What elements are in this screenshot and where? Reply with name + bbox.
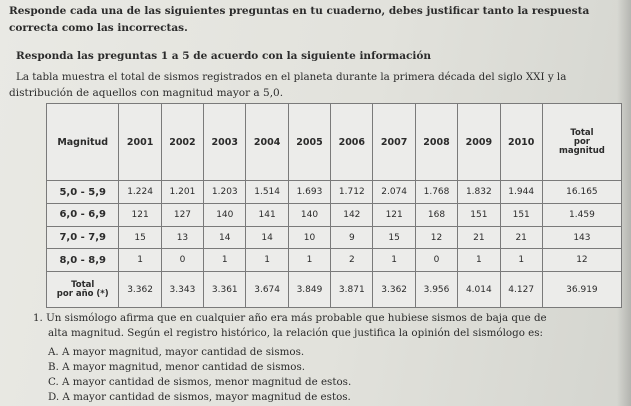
table-cell: 14 <box>246 226 288 249</box>
instructions-line-1: Responde cada una de las siguientes preguntas en tu cuaderno, debes justificar tanto la respuesta <box>9 5 590 17</box>
magnitude-range-label: 8,0 - 8,9 <box>47 249 119 272</box>
year-total-cell: 4.014 <box>458 272 500 308</box>
table-cell: 151 <box>500 204 542 227</box>
grand-total-cell: 36.919 <box>542 272 621 308</box>
year-total-cell: 3.362 <box>373 272 415 308</box>
table-row <box>47 226 622 249</box>
table-cell: 1 <box>246 249 288 272</box>
year-header: 2004 <box>246 104 288 181</box>
table-cell: 1 <box>119 249 161 272</box>
table-cell: 1.514 <box>246 181 288 204</box>
year-total-cell: 3.674 <box>246 272 288 308</box>
table-cell: 1 <box>288 249 330 272</box>
table-cell: 0 <box>415 249 457 272</box>
table-cell: 14 <box>204 226 246 249</box>
question-1-line-1: 1. Un sismólogo afirma que en cualquier año era más probable que hubiese sismos de baja que de <box>33 312 547 324</box>
context-line-2: distribución de aquellos con magnitud mayor a 5,0. <box>9 87 284 99</box>
year-total-label <box>47 272 119 308</box>
year-header: 2010 <box>500 104 542 181</box>
table-cell: 127 <box>161 204 203 227</box>
year-header: 2009 <box>458 104 500 181</box>
year-header: 2002 <box>161 104 203 181</box>
magnitude-total-cell: 143 <box>542 226 621 249</box>
section-subtitle: Responda las preguntas 1 a 5 de acuerdo con la siguiente información <box>16 50 432 62</box>
option-b: B. A mayor magnitud, menor cantidad de sismos. <box>48 361 306 373</box>
table-cell: 21 <box>500 226 542 249</box>
table-cell: 141 <box>246 204 288 227</box>
table-body <box>47 181 622 272</box>
year-total-label-line: Total <box>71 279 95 290</box>
table-cell: 13 <box>161 226 203 249</box>
table-cell: 121 <box>373 204 415 227</box>
table-cell: 10 <box>288 226 330 249</box>
year-total-cell: 3.362 <box>119 272 161 308</box>
year-total-cell: 4.127 <box>500 272 542 308</box>
table-cell: 121 <box>119 204 161 227</box>
table-cell: 12 <box>415 226 457 249</box>
total-header-line: Total <box>570 127 594 138</box>
table-cell: 151 <box>458 204 500 227</box>
option-a: A. A mayor magnitud, mayor cantidad de sismos. <box>48 346 305 358</box>
table-row <box>47 181 622 204</box>
table-cell: 1.224 <box>119 181 161 204</box>
table-cell: 0 <box>161 249 203 272</box>
table-cell: 1 <box>458 249 500 272</box>
table-cell: 140 <box>288 204 330 227</box>
magnitude-range-label: 6,0 - 6,9 <box>47 204 119 227</box>
option-c: C. A mayor cantidad de sismos, menor magnitud de estos. <box>48 376 352 388</box>
table-cell: 1.944 <box>500 181 542 204</box>
year-header: 2003 <box>204 104 246 181</box>
earthquake-table <box>46 103 622 308</box>
magnitude-range-label: 5,0 - 5,9 <box>47 181 119 204</box>
table-cell: 1 <box>204 249 246 272</box>
table-row <box>47 204 622 227</box>
year-total-cell: 3.871 <box>331 272 373 308</box>
year-total-label-line: por año (*) <box>56 288 109 299</box>
table-cell: 2 <box>331 249 373 272</box>
magnitude-range-label: 7,0 - 7,9 <box>47 226 119 249</box>
table-cell: 1.712 <box>331 181 373 204</box>
magnitude-total-cell: 16.165 <box>542 181 621 204</box>
total-header-line: magnitud <box>559 145 605 156</box>
table-row <box>47 249 622 272</box>
table-cell: 1.768 <box>415 181 457 204</box>
table-cell: 2.074 <box>373 181 415 204</box>
option-d: D. A mayor cantidad de sismos, mayor magnitud de estos. <box>48 391 351 403</box>
question-1-line-2: alta magnitud. Según el registro histórico, la relación que justifica la opinión del sismólogo es: <box>48 327 544 339</box>
table-cell: 1 <box>500 249 542 272</box>
table-cell: 140 <box>204 204 246 227</box>
total-header-line: por <box>573 136 590 147</box>
total-by-magnitude-header <box>542 104 621 181</box>
year-header: 2006 <box>331 104 373 181</box>
instructions-line-2: correcta como las incorrectas. <box>9 22 188 34</box>
table-cell: 1.203 <box>204 181 246 204</box>
table-cell: 1 <box>373 249 415 272</box>
magnitude-header: Magnitud <box>47 104 119 181</box>
year-header: 2007 <box>373 104 415 181</box>
table-cell: 1.201 <box>161 181 203 204</box>
year-header: 2005 <box>288 104 330 181</box>
table-cell: 15 <box>119 226 161 249</box>
table-cell: 142 <box>331 204 373 227</box>
year-total-cell: 3.849 <box>288 272 330 308</box>
year-total-cell: 3.956 <box>415 272 457 308</box>
table-cell: 9 <box>331 226 373 249</box>
table-cell: 168 <box>415 204 457 227</box>
context-line-1: La tabla muestra el total de sismos registrados en el planeta durante la primera década del siglo XXI y la <box>16 71 567 83</box>
table-cell: 21 <box>458 226 500 249</box>
table-cell: 1.832 <box>458 181 500 204</box>
table-cell: 1.693 <box>288 181 330 204</box>
table-header-row <box>47 104 622 181</box>
year-total-cell: 3.361 <box>204 272 246 308</box>
year-header: 2001 <box>119 104 161 181</box>
magnitude-total-cell: 12 <box>542 249 621 272</box>
year-total-cell: 3.343 <box>161 272 203 308</box>
magnitude-total-cell: 1.459 <box>542 204 621 227</box>
table-cell: 15 <box>373 226 415 249</box>
year-header: 2008 <box>415 104 457 181</box>
year-total-row <box>47 272 622 308</box>
